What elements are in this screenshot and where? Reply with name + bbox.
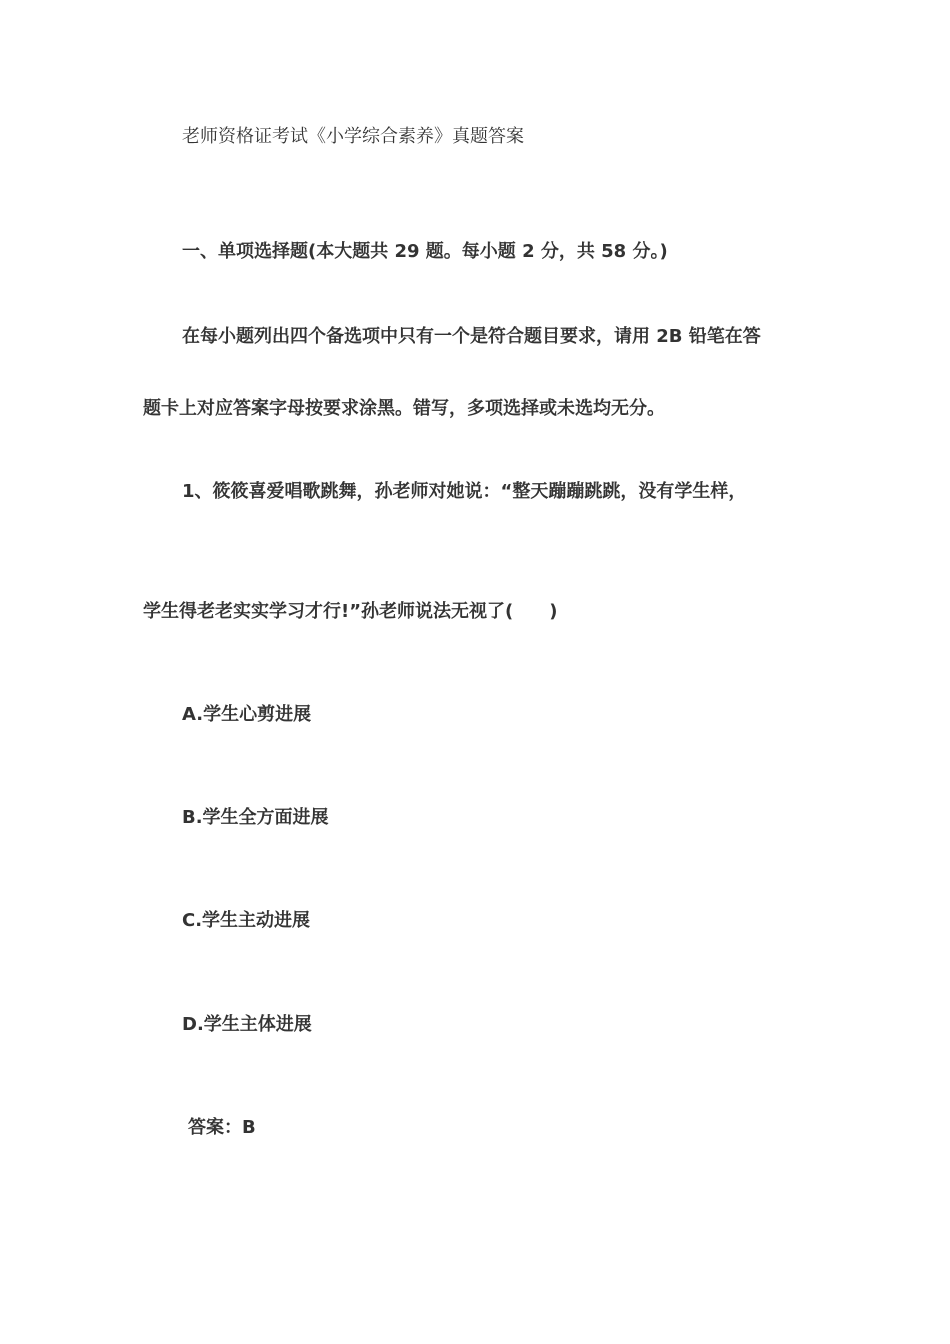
instructions-line-1: 在每小题列出四个备选项中只有一个是符合题目要求，请用 2B 铅笔在答 <box>182 326 761 347</box>
option-a: A.学生心剪进展 <box>182 704 312 725</box>
option-b: B.学生全方面进展 <box>182 807 329 828</box>
answer-label: 答案：B <box>188 1117 256 1138</box>
question-1-stem-line-1: 1、筱筱喜爱唱歌跳舞，孙老师对她说：“整天蹦蹦跳跳，没有学生样， <box>182 481 747 502</box>
option-c: C.学生主动进展 <box>182 910 311 931</box>
document-title: 老师资格证考试《小学综合素养》真题答案 <box>182 126 524 147</box>
question-1-stem-line-2: 学生得老老实实学习才行!”孙老师说法无视了( ) <box>143 601 558 622</box>
instructions-line-2: 题卡上对应答案字母按要求涂黑。错写，多项选择或未选均无分。 <box>143 398 665 419</box>
option-d: D.学生主体进展 <box>182 1014 312 1035</box>
section-heading: 一、单项选择题(本大题共 29 题。每小题 2 分，共 58 分。) <box>182 241 668 262</box>
